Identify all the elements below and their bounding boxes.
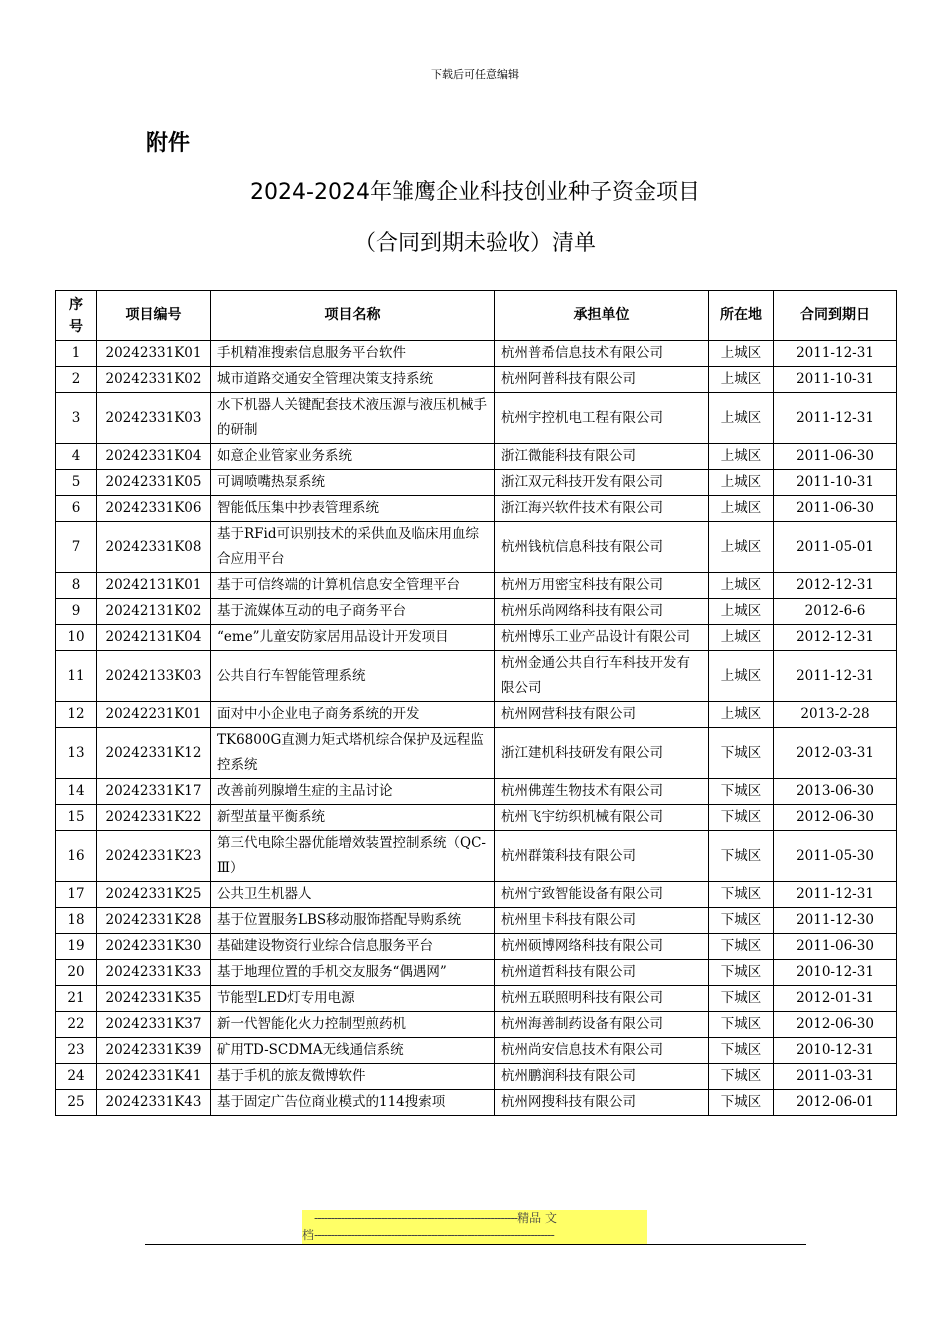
cell-unit: 杭州道哲科技有限公司 (495, 960, 709, 986)
cell-location: 下城区 (709, 805, 774, 831)
cell-unit: 杭州阿普科技有限公司 (495, 367, 709, 393)
cell-project-code: 20242331K01 (97, 341, 211, 367)
cell-seq: 16 (56, 831, 97, 882)
cell-location: 上城区 (709, 496, 774, 522)
cell-seq: 18 (56, 908, 97, 934)
header-seq-line1: 序 (69, 296, 83, 313)
header-seq (56, 291, 97, 341)
cell-project-code: 20242331K03 (97, 393, 211, 444)
header-name: 项目名称 (211, 291, 495, 341)
cell-seq: 7 (56, 522, 97, 573)
cell-location: 下城区 (709, 986, 774, 1012)
cell-seq: 8 (56, 573, 97, 599)
header-location: 所在地 (709, 291, 774, 341)
cell-location: 上城区 (709, 625, 774, 651)
cell-project-name: 可调喷嘴热泵系统 (211, 470, 495, 496)
table-row (56, 599, 897, 625)
cell-seq: 12 (56, 702, 97, 728)
cell-seq: 24 (56, 1064, 97, 1090)
cell-project-name: 公共自行车智能管理系统 (211, 651, 495, 702)
table-row (56, 986, 897, 1012)
cell-unit: 杭州飞宇纺织机械有限公司 (495, 805, 709, 831)
cell-seq: 23 (56, 1038, 97, 1064)
cell-seq: 13 (56, 728, 97, 779)
cell-project-name: 基于手机的旅友微博软件 (211, 1064, 495, 1090)
cell-location: 上城区 (709, 573, 774, 599)
cell-project-code: 20242331K08 (97, 522, 211, 573)
cell-project-code: 20242331K37 (97, 1012, 211, 1038)
cell-due-date: 2011-12-31 (774, 651, 897, 702)
header-unit: 承担单位 (495, 291, 709, 341)
cell-seq: 6 (56, 496, 97, 522)
cell-project-code: 20242133K03 (97, 651, 211, 702)
cell-unit: 杭州群策科技有限公司 (495, 831, 709, 882)
cell-location: 下城区 (709, 831, 774, 882)
cell-due-date: 2012-12-31 (774, 573, 897, 599)
cell-project-name: 基于流媒体互动的电子商务平台 (211, 599, 495, 625)
table-row (56, 1012, 897, 1038)
cell-project-code: 20242131K01 (97, 573, 211, 599)
cell-unit: 浙江双元科技开发有限公司 (495, 470, 709, 496)
cell-project-code: 20242331K28 (97, 908, 211, 934)
cell-unit: 浙江微能科技有限公司 (495, 444, 709, 470)
cell-seq: 4 (56, 444, 97, 470)
cell-project-code: 20242331K25 (97, 882, 211, 908)
cell-unit: 杭州尚安信息技术有限公司 (495, 1038, 709, 1064)
cell-due-date: 2011-05-01 (774, 522, 897, 573)
table-row (56, 341, 897, 367)
table-row (56, 831, 897, 882)
cell-location: 下城区 (709, 728, 774, 779)
cell-project-name: 基于位置服务LBS移动服饰搭配导购系统 (211, 908, 495, 934)
document-title-line1: 2024-2024年雏鹰企业科技创业种子资金项目 (250, 180, 700, 205)
cell-unit: 杭州里卡科技有限公司 (495, 908, 709, 934)
cell-due-date: 2010-12-31 (774, 960, 897, 986)
cell-unit: 杭州五联照明科技有限公司 (495, 986, 709, 1012)
cell-due-date: 2012-06-30 (774, 1012, 897, 1038)
cell-location: 上城区 (709, 470, 774, 496)
cell-seq: 3 (56, 393, 97, 444)
cell-seq: 25 (56, 1090, 97, 1116)
cell-unit: 杭州万用密宝科技有限公司 (495, 573, 709, 599)
table-row (56, 522, 897, 573)
cell-project-code: 20242331K22 (97, 805, 211, 831)
cell-due-date: 2012-12-31 (774, 625, 897, 651)
cell-seq: 20 (56, 960, 97, 986)
cell-project-code: 20242331K04 (97, 444, 211, 470)
cell-project-name: 第三代电除尘器优能增效装置控制系统（QC-Ⅲ） (211, 831, 495, 882)
cell-project-name: 基于可信终端的计算机信息安全管理平台 (211, 573, 495, 599)
cell-due-date: 2011-06-30 (774, 496, 897, 522)
cell-location: 下城区 (709, 779, 774, 805)
cell-due-date: 2012-06-30 (774, 805, 897, 831)
cell-project-code: 20242331K23 (97, 831, 211, 882)
cell-project-name: 改善前列腺增生症的主品讨论 (211, 779, 495, 805)
cell-project-code: 20242331K06 (97, 496, 211, 522)
header-due-date: 合同到期日 (774, 291, 897, 341)
cell-due-date: 2012-6-6 (774, 599, 897, 625)
cell-project-code: 20242331K39 (97, 1038, 211, 1064)
cell-location: 下城区 (709, 960, 774, 986)
cell-unit: 杭州普希信息技术有限公司 (495, 341, 709, 367)
cell-due-date: 2011-05-30 (774, 831, 897, 882)
cell-seq: 15 (56, 805, 97, 831)
cell-seq: 11 (56, 651, 97, 702)
attachment-label: 附件 (146, 131, 191, 156)
cell-project-code: 20242331K43 (97, 1090, 211, 1116)
table-row (56, 444, 897, 470)
cell-project-name: 基于地理位置的手机交友服务“偶遇网” (211, 960, 495, 986)
cell-unit: 杭州博乐工业产品设计有限公司 (495, 625, 709, 651)
table-row (56, 1038, 897, 1064)
bottom-divider (145, 1244, 806, 1245)
cell-due-date: 2012-06-01 (774, 1090, 897, 1116)
cell-unit: 杭州网营科技有限公司 (495, 702, 709, 728)
cell-unit: 杭州钱杭信息科技有限公司 (495, 522, 709, 573)
cell-location: 上城区 (709, 599, 774, 625)
cell-project-code: 20242331K41 (97, 1064, 211, 1090)
table-row (56, 573, 897, 599)
cell-project-code: 20242331K17 (97, 779, 211, 805)
table-row (56, 908, 897, 934)
cell-project-code: 20242231K01 (97, 702, 211, 728)
cell-location: 上城区 (709, 393, 774, 444)
cell-unit: 浙江海兴软件技术有限公司 (495, 496, 709, 522)
cell-project-code: 20242331K30 (97, 934, 211, 960)
cell-seq: 9 (56, 599, 97, 625)
cell-due-date: 2011-10-31 (774, 470, 897, 496)
cell-seq: 14 (56, 779, 97, 805)
cell-project-name: 手机精准搜索信息服务平台软件 (211, 341, 495, 367)
cell-due-date: 2012-03-31 (774, 728, 897, 779)
cell-seq: 19 (56, 934, 97, 960)
cell-location: 下城区 (709, 908, 774, 934)
cell-location: 上城区 (709, 702, 774, 728)
cell-project-name: 如意企业管家业务系统 (211, 444, 495, 470)
table-row (56, 393, 897, 444)
cell-location: 上城区 (709, 341, 774, 367)
cell-unit: 杭州金通公共自行车科技开发有限公司 (495, 651, 709, 702)
document-title-line2: （合同到期未验收）清单 (353, 231, 596, 256)
cell-project-name: 节能型LED灯专用电源 (211, 986, 495, 1012)
cell-seq: 21 (56, 986, 97, 1012)
cell-due-date: 2011-12-31 (774, 393, 897, 444)
cell-location: 下城区 (709, 1038, 774, 1064)
table-row (56, 934, 897, 960)
cell-project-name: 基于固定广告位商业模式的114搜索项 (211, 1090, 495, 1116)
cell-location: 下城区 (709, 1064, 774, 1090)
cell-due-date: 2011-03-31 (774, 1064, 897, 1090)
cell-project-name: 智能低压集中抄表管理系统 (211, 496, 495, 522)
cell-project-name: 水下机器人关键配套技术液压源与液压机械手的研制 (211, 393, 495, 444)
cell-seq: 22 (56, 1012, 97, 1038)
cell-project-code: 20242131K02 (97, 599, 211, 625)
cell-unit: 杭州乐尚网络科技有限公司 (495, 599, 709, 625)
cell-seq: 1 (56, 341, 97, 367)
cell-due-date: 2013-2-28 (774, 702, 897, 728)
cell-location: 下城区 (709, 1090, 774, 1116)
cell-due-date: 2011-06-30 (774, 934, 897, 960)
cell-project-code: 20242131K04 (97, 625, 211, 651)
header-seq-line2: 号 (69, 318, 83, 335)
cell-project-code: 20242331K05 (97, 470, 211, 496)
cell-project-name: 新一代智能化火力控制型煎药机 (211, 1012, 495, 1038)
cell-unit: 杭州网搜科技有限公司 (495, 1090, 709, 1116)
cell-location: 上城区 (709, 444, 774, 470)
cell-seq: 5 (56, 470, 97, 496)
cell-unit: 杭州宁致智能设备有限公司 (495, 882, 709, 908)
cell-project-name: “eme”儿童安防家居用品设计开发项目 (211, 625, 495, 651)
table-row (56, 960, 897, 986)
table-row (56, 651, 897, 702)
cell-due-date: 2011-06-30 (774, 444, 897, 470)
cell-unit: 杭州海善制药设备有限公司 (495, 1012, 709, 1038)
table-row (56, 367, 897, 393)
cell-project-name: 基础建设物资行业综合信息服务平台 (211, 934, 495, 960)
table-header-row (56, 291, 897, 341)
table-row (56, 625, 897, 651)
cell-project-name: 城市道路交通安全管理决策支持系统 (211, 367, 495, 393)
table-row (56, 470, 897, 496)
footer-mark-text-2: 档 (302, 1228, 315, 1242)
cell-project-name: 公共卫生机器人 (211, 882, 495, 908)
cell-project-name: 基于RFid可识别技术的采供血及临床用血综合应用平台 (211, 522, 495, 573)
cell-unit: 杭州鹏润科技有限公司 (495, 1064, 709, 1090)
cell-seq: 2 (56, 367, 97, 393)
cell-unit: 杭州硕博网络科技有限公司 (495, 934, 709, 960)
cell-project-code: 20242331K02 (97, 367, 211, 393)
footer-dashes-1: ------------------------------------------------------------- (314, 1211, 518, 1225)
table-row (56, 496, 897, 522)
cell-location: 上城区 (709, 651, 774, 702)
cell-project-name: 矿用TD-SCDMA无线通信系统 (211, 1038, 495, 1064)
cell-unit: 浙江建机科技研发有限公司 (495, 728, 709, 779)
cell-due-date: 2011-10-31 (774, 367, 897, 393)
cell-project-code: 20242331K33 (97, 960, 211, 986)
cell-project-code: 20242331K12 (97, 728, 211, 779)
cell-due-date: 2012-01-31 (774, 986, 897, 1012)
cell-due-date: 2010-12-31 (774, 1038, 897, 1064)
table-row (56, 1064, 897, 1090)
cell-seq: 17 (56, 882, 97, 908)
cell-due-date: 2013-06-30 (774, 779, 897, 805)
cell-seq: 10 (56, 625, 97, 651)
cell-location: 下城区 (709, 1012, 774, 1038)
header-code: 项目编号 (97, 291, 211, 341)
cell-due-date: 2011-12-31 (774, 341, 897, 367)
cell-location: 下城区 (709, 934, 774, 960)
cell-due-date: 2011-12-31 (774, 882, 897, 908)
cell-unit: 杭州佛莲生物技术有限公司 (495, 779, 709, 805)
cell-project-name: 新型茧量平衡系统 (211, 805, 495, 831)
project-list-table (55, 290, 897, 1116)
watermark-note (302, 1210, 647, 1244)
table-row (56, 805, 897, 831)
cell-project-name: TK6800G直测力矩式塔机综合保护及远程监控系统 (211, 728, 495, 779)
table-row (56, 702, 897, 728)
footer-mark-text-1: 精品 文 (517, 1211, 557, 1225)
cell-project-code: 20242331K35 (97, 986, 211, 1012)
table-row (56, 779, 897, 805)
cell-location: 上城区 (709, 522, 774, 573)
table-row (56, 1090, 897, 1116)
cell-project-name: 面对中小企业电子商务系统的开发 (211, 702, 495, 728)
cell-due-date: 2011-12-30 (774, 908, 897, 934)
table-row (56, 882, 897, 908)
header-note: 下载后可任意编辑 (431, 68, 519, 81)
table-row (56, 728, 897, 779)
cell-unit: 杭州宇控机电工程有限公司 (495, 393, 709, 444)
cell-location: 上城区 (709, 367, 774, 393)
footer-dashes-2: ------------------------------------------------------------------------ (314, 1228, 554, 1242)
cell-location: 下城区 (709, 882, 774, 908)
